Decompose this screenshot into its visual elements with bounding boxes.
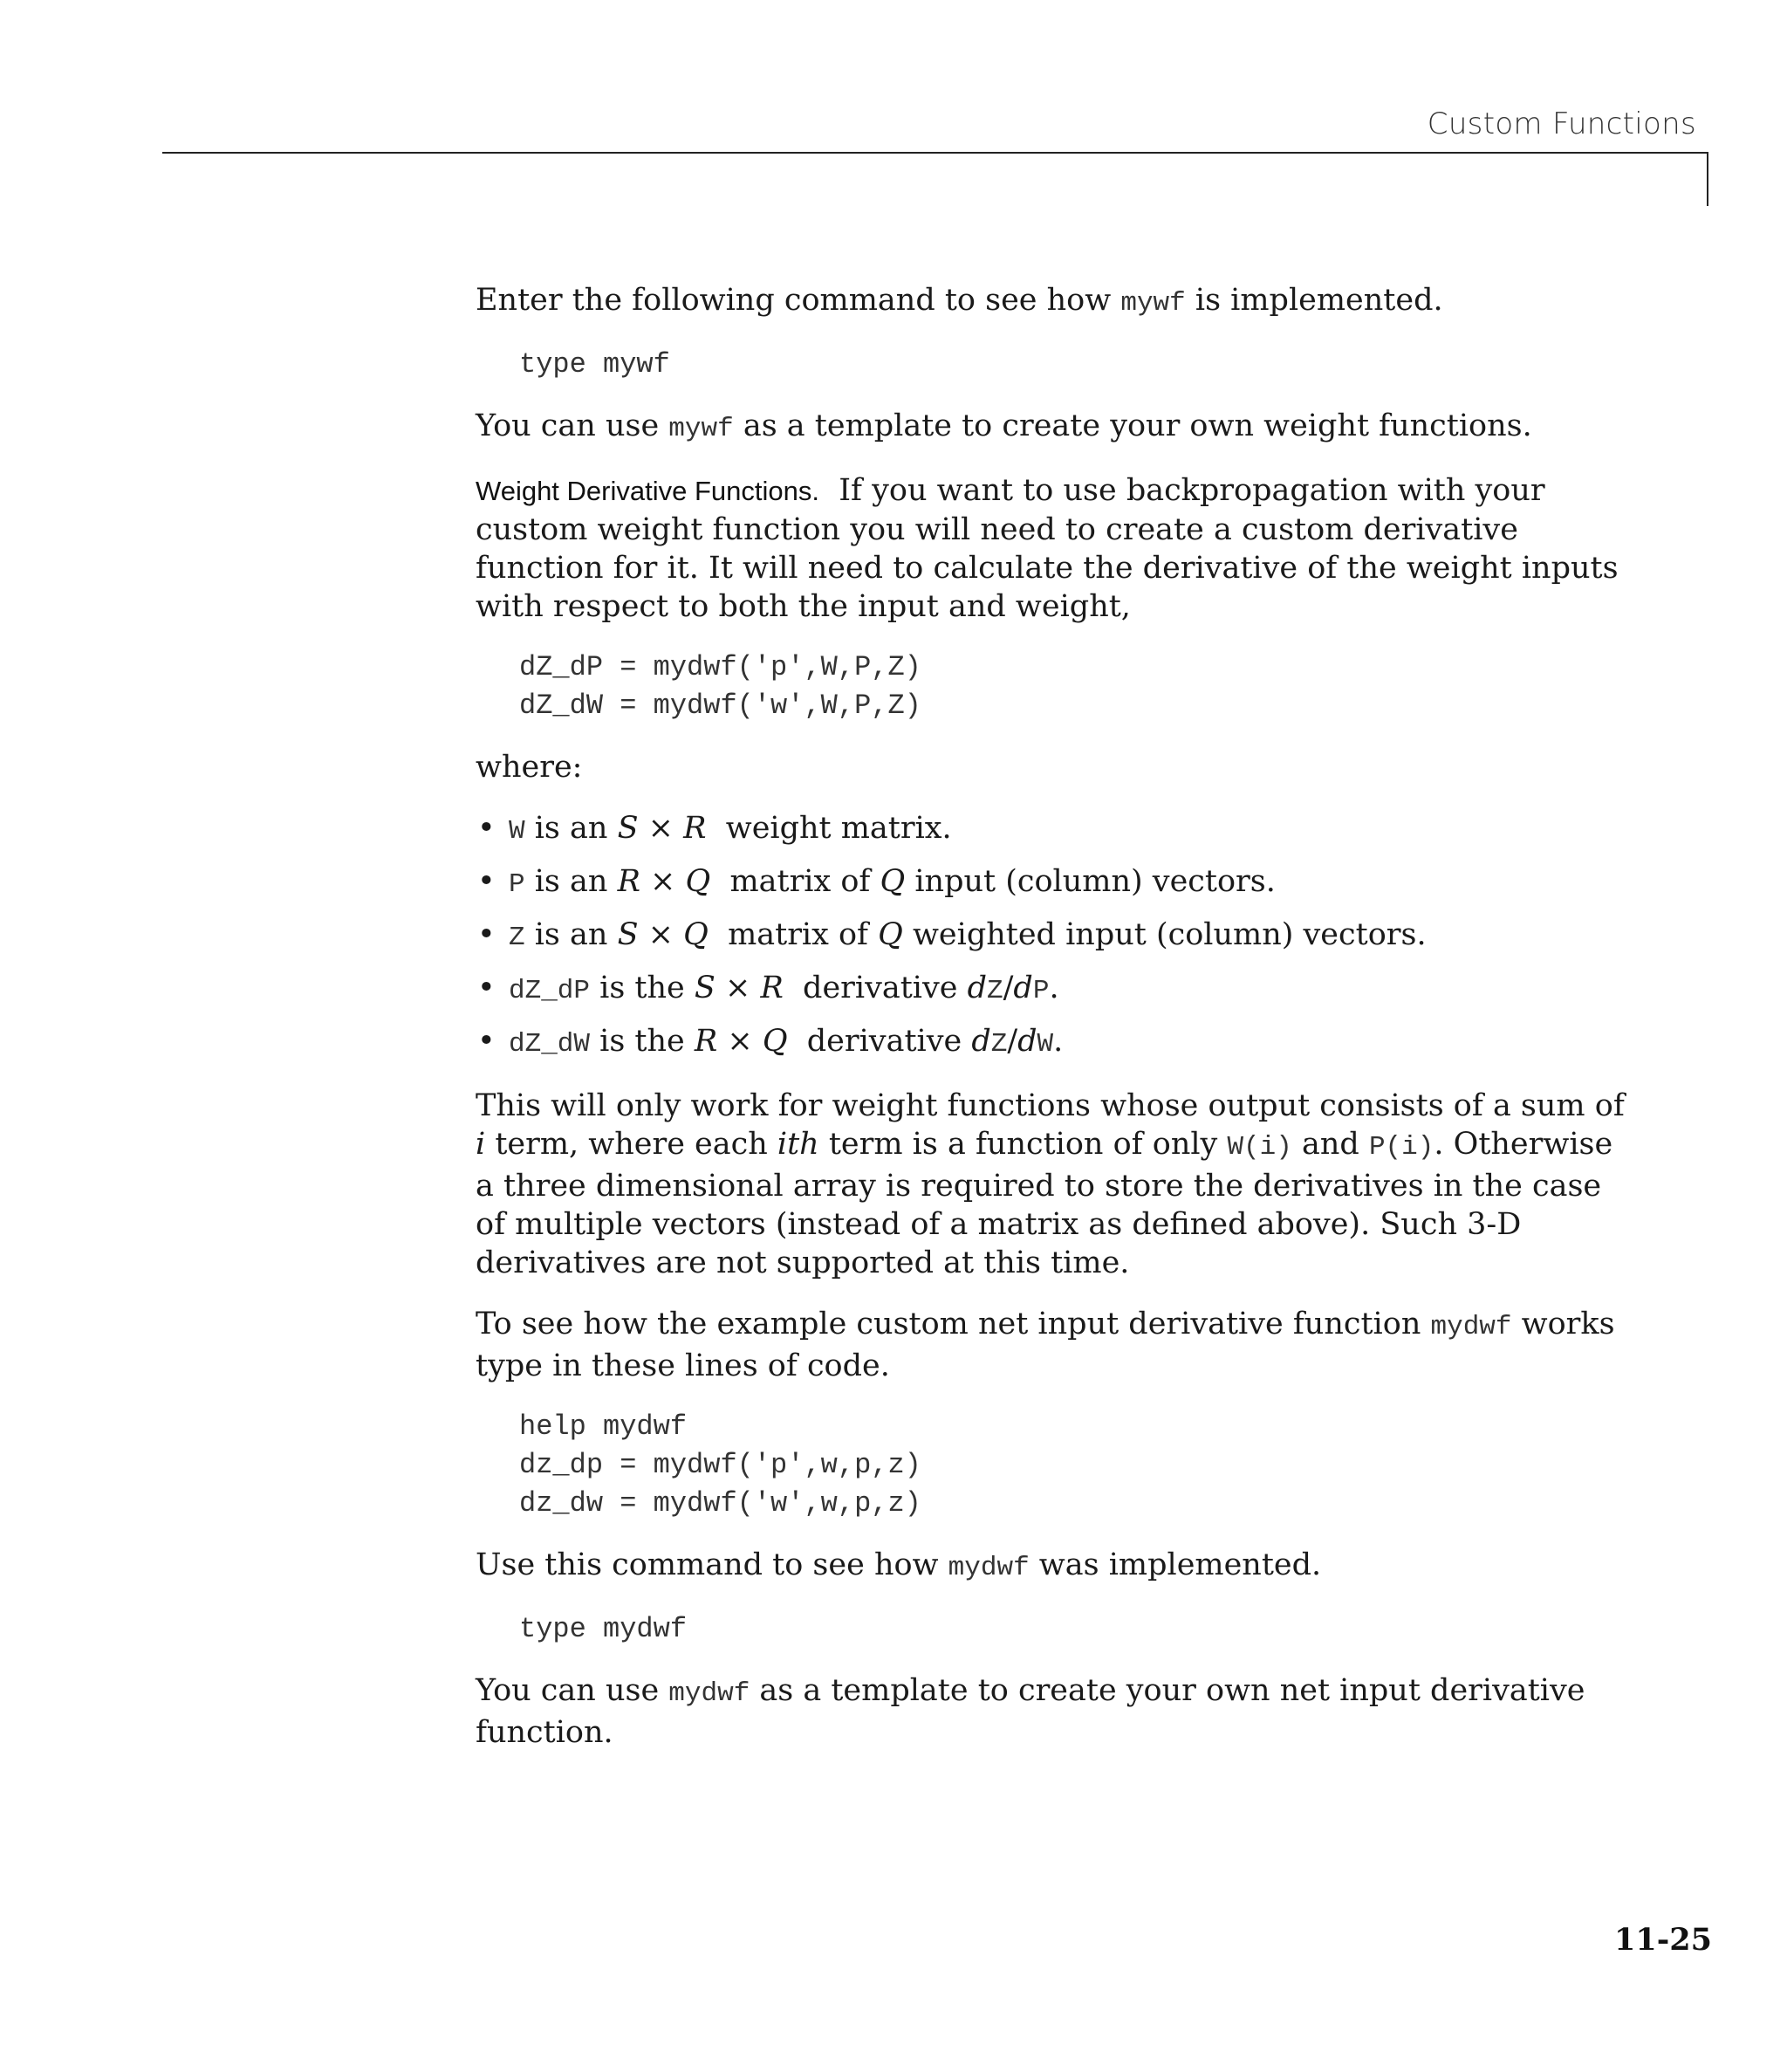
inline-code-mywf: mywf	[1120, 288, 1186, 319]
list-item: • dZ_dW is the R × Q derivative dZ/dW.	[477, 1024, 1064, 1060]
page-body	[476, 281, 1636, 1774]
argument-list	[476, 809, 1636, 1064]
paragraph-template-mydwf: You can use mydwf as a template to create your own net input derivative function.	[476, 1673, 1585, 1750]
paragraph-see-mywf: Enter the following command to see how mywf is implemented.	[476, 283, 1443, 319]
bullet-icon: •	[477, 864, 496, 899]
inline-code-mydwf: mydwf	[668, 1678, 750, 1709]
code-block-type-mydwf: type mydwf	[519, 1613, 688, 1645]
paragraph-see-mydwf: To see how the example custom net input derivative function mydwf works type in these lines of code.	[476, 1307, 1615, 1383]
inline-code-mywf: mywf	[668, 414, 734, 444]
code-block-type-mywf: type mywf	[519, 348, 670, 381]
page-number: 11-25	[1614, 1922, 1712, 1958]
list-item: • P is an R × Q matrix of Q input (column) vectors.	[477, 864, 1276, 900]
bullet-icon: •	[477, 1024, 496, 1059]
paragraph-template-mywf: You can use mywf as a template to create your own weight functions.	[476, 408, 1532, 444]
inline-code-mydwf: mydwf	[948, 1553, 1030, 1583]
paragraph-weight-derivative: Weight Derivative Functions. If you want to use backpropagation with your custom weight function you will need to create a custom derivative function for it. It will need to calculate the derivative of the weight inputs with respect to both the input and weight,	[476, 473, 1628, 624]
list-item: • dZ_dP is the S × R derivative dZ/dP.	[477, 971, 1059, 1006]
code-line: dZ_dP = mydwf('p',W,P,Z)	[519, 651, 921, 683]
paragraph-limitations: This will only work for weight functions whose output consists of a sum of i term, where each ith term is a function of only W(i) and P(i). Otherwise a three dimensional array is required to store the derivatives in the case of multiple vectors (instead of a matrix as defined above). Such 3-D derivatives are not supported at this time.	[476, 1088, 1625, 1280]
code-line: dZ_dW = mydwf('w',W,P,Z)	[519, 690, 921, 722]
paragraph-implemented-mydwf: Use this command to see how mydwf was implemented.	[476, 1547, 1322, 1583]
code-line: dz_dp = mydwf('p',w,p,z)	[519, 1449, 921, 1481]
code-block-help-mydwf	[519, 1408, 1636, 1523]
bullet-icon: •	[477, 811, 496, 846]
list-item: • Z is an S × Q matrix of Q weighted input (column) vectors.	[477, 917, 1427, 953]
section-heading-weight-derivative: Weight Derivative Functions.	[476, 476, 819, 506]
code-block-derivative-calls	[519, 648, 1636, 725]
header-corner-tick	[1707, 152, 1708, 206]
header-rule	[162, 152, 1708, 154]
list-item: • W is an S × R weight matrix.	[477, 811, 952, 847]
where-label: where:	[476, 750, 583, 785]
inline-code-mydwf: mydwf	[1430, 1312, 1512, 1342]
bullet-icon: •	[477, 917, 496, 952]
code-line: dz_dw = mydwf('w',w,p,z)	[519, 1487, 921, 1520]
bullet-icon: •	[477, 971, 496, 1005]
running-header: Custom Functions	[1427, 106, 1696, 141]
code-line: help mydwf	[519, 1410, 688, 1443]
